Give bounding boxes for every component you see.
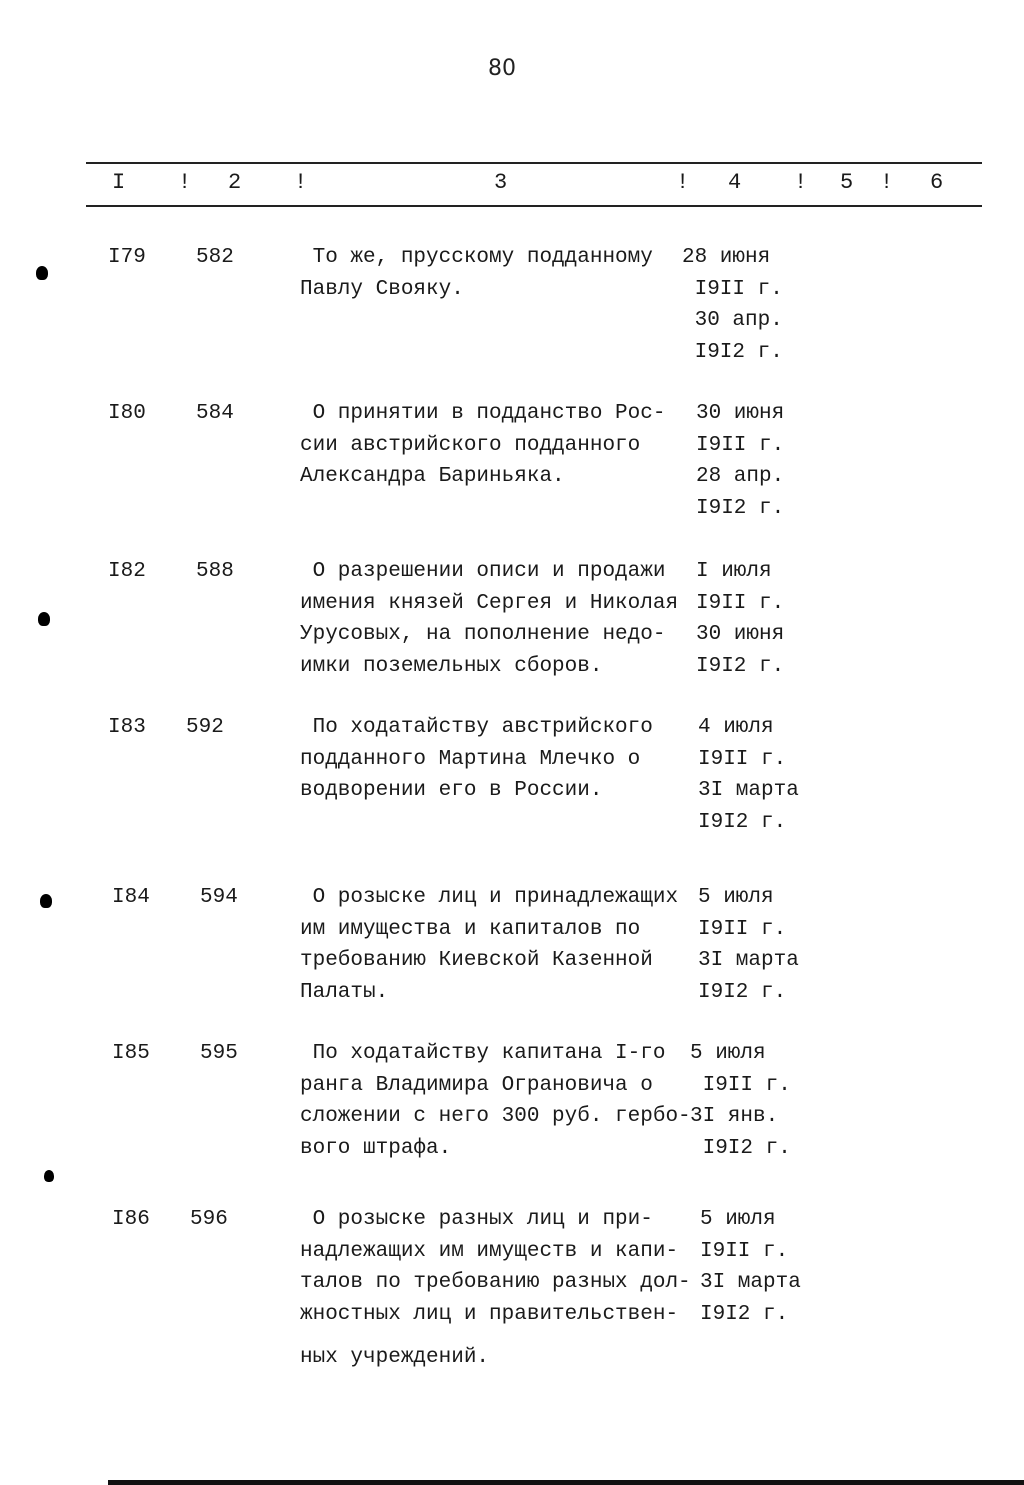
entry-dates: 5 июля I9II г. 3I марта I9I2 г. xyxy=(698,886,799,1004)
file-number: 584 xyxy=(196,402,234,425)
entry-dates: 5 июля I9II г. 3I марта I9I2 г. xyxy=(700,1208,801,1326)
entry-number: I83 xyxy=(108,716,146,739)
entry-title: По ходатайству австрийского подданного Мартина Млечко о водворении его в России. xyxy=(300,716,653,802)
file-number: 588 xyxy=(196,560,234,583)
header-col-6: 6 xyxy=(930,170,944,195)
header-col-5: 5 xyxy=(840,170,854,195)
entry-number: I86 xyxy=(112,1208,150,1231)
header-separator: ! xyxy=(794,170,808,195)
file-number: 582 xyxy=(196,246,234,269)
page-number: 80 xyxy=(488,56,516,81)
file-number: 594 xyxy=(200,886,238,909)
punch-hole-mark xyxy=(36,266,48,280)
file-number: 592 xyxy=(186,716,224,739)
table-top-rule xyxy=(86,162,982,164)
file-number: 595 xyxy=(200,1042,238,1065)
entry-title: О розыске разных лиц и при- надлежащих им имуществ и капи- талов по требованию разных дол- жностных лиц и правительствен- ных учреждений. xyxy=(300,1208,691,1369)
entry-number: I85 xyxy=(112,1042,150,1065)
table-header xyxy=(0,170,1024,198)
table-header-rule xyxy=(86,205,982,207)
entry-number: I79 xyxy=(108,246,146,269)
header-col-1: I xyxy=(112,170,126,195)
header-col-3: 3 xyxy=(494,170,508,195)
entry-title: О розыске лиц и принадлежащих им имущества и капиталов по требованию Киевской Казенной Палаты. xyxy=(300,886,679,1004)
punch-hole-mark xyxy=(44,1170,54,1182)
entry-title: О разрешении описи и продажи имения князей Сергея и Николая Урусовых, на пополнение недо- имки поземельных сборов. xyxy=(300,560,679,678)
entry-dates: 5 июля I9II г. 3I янв. I9I2 г. xyxy=(690,1042,791,1160)
punch-hole-mark xyxy=(40,894,52,908)
entry-dates: 30 июня I9II г. 28 апр. I9I2 г. xyxy=(696,402,785,520)
entry-dates: I июля I9II г. 30 июня I9I2 г. xyxy=(696,560,785,678)
entry-title: По ходатайству капитана I-го ранга Владимира Ограновича о сложении с него 300 руб. гербо- вого штрафа. xyxy=(300,1042,691,1160)
entry-number: I80 xyxy=(108,402,146,425)
header-col-4: 4 xyxy=(728,170,742,195)
header-separator: ! xyxy=(880,170,894,195)
entry-title: То же, прусскому подданному Павлу Свояку. xyxy=(300,246,653,301)
entry-dates: 28 июня I9II г. 30 апр. I9I2 г. xyxy=(682,246,783,364)
entry-dates: 4 июля I9II г. 3I марта I9I2 г. xyxy=(698,716,799,834)
entry-title: О принятии в подданство Рос- сии австрийского подданного Александра Бариньяка. xyxy=(300,402,666,488)
header-separator: ! xyxy=(676,170,690,195)
header-separator: ! xyxy=(178,170,192,195)
header-col-2: 2 xyxy=(228,170,242,195)
entry-number: I84 xyxy=(112,886,150,909)
file-number: 596 xyxy=(190,1208,228,1231)
entry-number: I82 xyxy=(108,560,146,583)
header-separator: ! xyxy=(294,170,308,195)
punch-hole-mark xyxy=(38,612,50,626)
page-bottom-edge xyxy=(108,1480,1024,1485)
